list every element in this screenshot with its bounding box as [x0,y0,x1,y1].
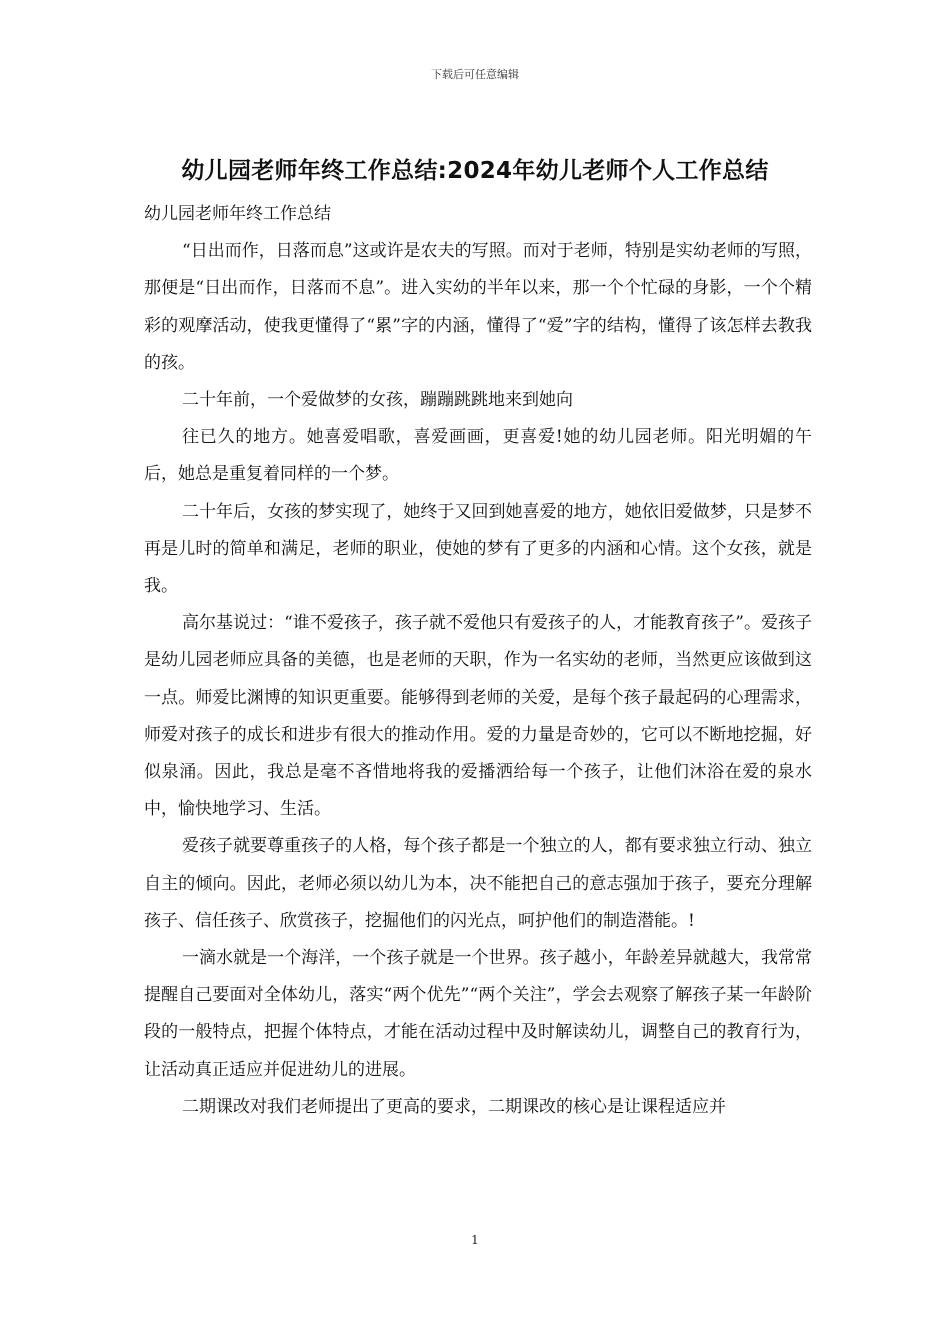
document-subtitle: 幼儿园老师年终工作总结 [144,204,331,224]
paragraph-3: 往已久的地方。她喜爱唱歌，喜爱画画，更喜爱!她的幼儿园老师。阳光明媚的午后，她总是重复着同样的一个梦。 [144,427,812,485]
paragraph-7: 一滴水就是一个海洋，一个孩子就是一个世界。孩子越小，年龄差异就越大，我常常提醒自己要面对全体幼儿，落实“两个优先”“两个关注”，学会去观察了解孩子某一年龄阶段的一般特点，把握个体特点，才能在活动过程中及时解读幼儿，调整自己的教育行为，让活动真正适应并促进幼儿的进展。 [144,948,812,1080]
paragraph-8: 二期课改对我们老师提出了更高的要求，二期课改的核心是让课程适应并 [182,1096,726,1117]
paragraph-4: 二十年后，女孩的梦实现了，她终于又回到她喜爱的地方，她依旧爱做梦，只是梦不再是儿时的简单和满足，老师的职业，使她的梦有了更多的内涵和心情。这个女孩，就是我。 [144,501,812,597]
paragraph-5: 高尔基说过：“谁不爱孩子，孩子就不爱他只有爱孩子的人，才能教育孩子”。爱孩子是幼儿园老师应具备的美德，也是老师的天职，作为一名实幼的老师，当然更应该做到这一点。师爱比渊博的知识更重要。能够得到老师的关爱，是每个孩子最起码的心理需求，师爱对孩子的成长和进步有很大的推动作用。爱的力量是奇妙的，它可以不断地挖掘，好似泉涌。因此，我总是毫不吝惜地将我的爱播洒给每一个孩子，让他们沐浴在爱的泉水中，愉快地学习、生活。 [144,613,812,820]
paragraph-6: 爱孩子就要尊重孩子的人格，每个孩子都是一个独立的人，都有要求独立行动、独立自主的倾向。因此，老师必须以幼儿为本，决不能把自己的意志强加于孩子，要充分理解孩子、信任孩子、欣赏孩子，挖掘他们的闪光点，呵护他们的制造潜能。! [144,836,812,931]
document-title: 幼儿园老师年终工作总结:2024年幼儿老师个人工作总结 [181,158,769,184]
paragraph-2: 二十年前，一个爱做梦的女孩，蹦蹦跳跳地来到她向 [182,390,573,411]
page-number: 1 [471,1233,479,1247]
page-header: 下载后可任意编辑 [431,68,519,81]
paragraph-1: “日出而作，日落而息”这或许是农夫的写照。而对于老师，特别是实幼老师的写照，那便是“日出而作，日落而不息”。进入实幼的半年以来，那一个个忙碌的身影，一个个精彩的观摩活动，使我更懂得了“累”字的内涵，懂得了“爱”字的结构，懂得了该怎样去教我的孩。 [144,241,812,373]
document-body [144,196,812,1126]
